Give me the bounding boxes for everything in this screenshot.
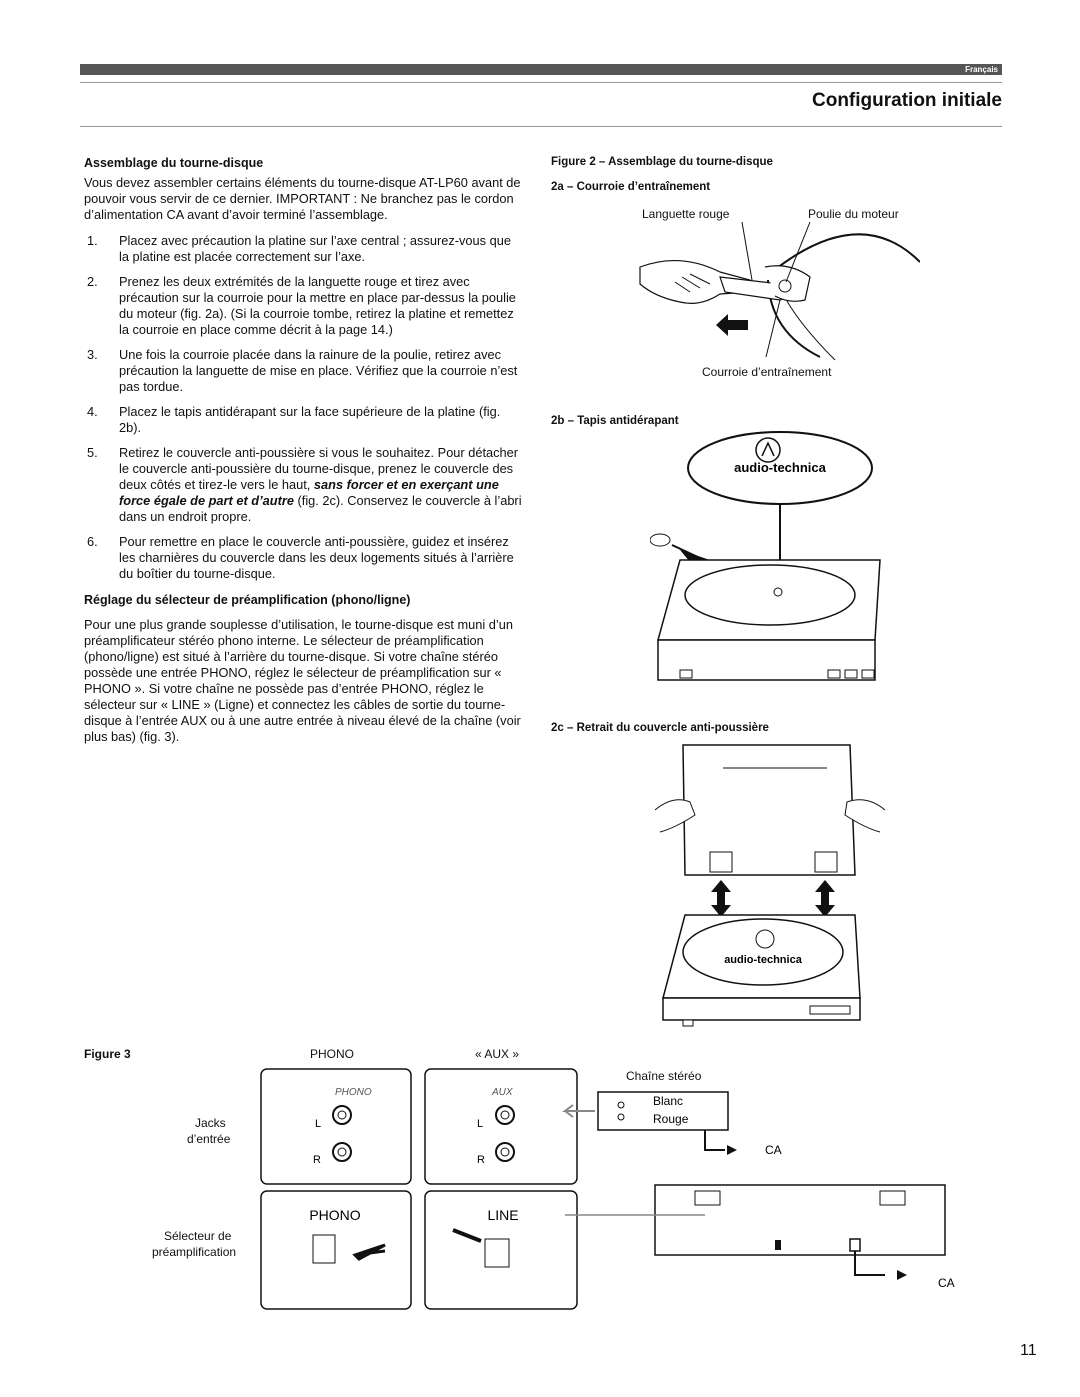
title-rule (80, 126, 1002, 127)
panel-phono-text: PHONO (335, 1087, 372, 1098)
list-item (84, 445, 522, 525)
switch-line-label: LINE (487, 1207, 519, 1223)
jack-right-letter: R (313, 1154, 321, 1166)
switch-phono-label: PHONO (309, 1207, 361, 1223)
step-number: 4. (87, 404, 98, 419)
jacks-label: Jacks (195, 1116, 226, 1130)
list-item (84, 347, 522, 395)
language-label: Français (965, 65, 998, 74)
list-item (84, 274, 522, 338)
dust-cover-illustration (655, 740, 885, 1030)
label-drive-belt: Courroie d’entraînement (702, 365, 832, 379)
section-heading-assembly: Assemblage du tourne-disque (84, 156, 264, 170)
step-text: (fig. 2c). Conservez le couvercle à l’abri dans un endroit propre. (119, 493, 522, 524)
entree-label: d’entrée (187, 1132, 231, 1146)
selector-label-1: Sélecteur de (164, 1229, 232, 1243)
jack-left-letter: L (315, 1118, 322, 1130)
panel-aux-text: AUX (492, 1087, 513, 1098)
step-number: 3. (87, 347, 98, 362)
brand-text-mat: audio-technica (734, 460, 826, 475)
list-item (84, 534, 522, 582)
figure3-title: Figure 3 (84, 1047, 131, 1061)
step-number: 6. (87, 534, 98, 549)
intro-paragraph: Vous devez assembler certains éléments du tourne-disque AT-LP60 avant de pouvoir vous servir de ce dernier. IMPORTANT : Ne branchez pas le cordon d’alimentation CA avant d’avoir terminé l’assemblage. (84, 175, 521, 222)
step-text: Retirez le couvercle anti-poussière si vous le souhaitez. Pour détacher le couvercle anti-poussière du tourne-disque, prenez le couvercle des deux côtés et tirez-le vers le haut, (119, 445, 519, 492)
stereo-chain-label: Chaîne stéréo (626, 1069, 702, 1083)
aux-label: « AUX » (475, 1047, 520, 1061)
header-rule (80, 82, 1002, 83)
white-label: Blanc (653, 1094, 684, 1108)
step-text: Une fois la courroie placée dans la rainure de la poulie, retirez avec précaution la languette de mise en place. Vérifiez que la courroie n’est pas tordue. (119, 347, 518, 394)
step-number: 1. (87, 233, 98, 248)
list-item (84, 404, 522, 436)
list-item (84, 233, 522, 265)
step-emphasis: sans forcer et en exerçant une force égale de part et d’autre (119, 477, 499, 508)
figure2-title: Figure 2 – Assemblage du tourne-disque (551, 156, 773, 168)
jack-right-letter: R (477, 1154, 485, 1166)
figure2b-caption: 2b – Tapis antidérapant (551, 415, 679, 427)
step-text: Placez avec précaution la platine sur l’axe central ; assurez-vous que la platine est placée correctement sur l’axe. (119, 233, 511, 264)
page-title: Configuration initiale (812, 90, 1002, 111)
step-number: 5. (87, 445, 98, 460)
step-text: Pour remettre en place le couvercle anti-poussière, guidez et insérez les charnières du couvercle dans les deux logements situés à l’arrière du boîtier du tourne-disque. (119, 534, 514, 581)
selector-label-2: préamplification (152, 1245, 237, 1259)
ca-label-2: CA (938, 1276, 955, 1290)
step-text: Prenez les deux extrémités de la languette rouge et tirez avec précaution sur la courroie pour la mettre en place par-dessus la poulie du moteur (fig. 2a). (Si la courroie tombe, retirez la platine et remettez la courroie en place comme décrit à la page 14.) (119, 274, 516, 337)
jack-left-letter: L (477, 1118, 484, 1130)
ca-label-1: CA (765, 1143, 782, 1157)
step-number: 2. (87, 274, 98, 289)
page-number: 11 (1020, 1342, 1037, 1359)
label-motor-pulley: Poulie du moteur (808, 207, 899, 221)
figure3-illustration (255, 1065, 965, 1315)
section-heading-preamp: Réglage du sélecteur de préamplification (phono/ligne) (84, 593, 411, 607)
figure2a-caption: 2a – Courroie d’entraînement (551, 181, 711, 193)
brand-text-cover: audio-technica (724, 954, 802, 966)
label-red-tab: Languette rouge (642, 207, 730, 221)
red-label: Rouge (653, 1112, 689, 1126)
left-column (84, 155, 522, 745)
figure2c-caption: 2c – Retrait du couvercle anti-poussière (551, 722, 769, 734)
turntable-mat-illustration (650, 430, 890, 690)
belt-illustration (620, 222, 920, 362)
preamp-paragraph: Pour une plus grande souplesse d’utilisation, le tourne-disque est muni d’un préamplificateur stéréo phono interne. Le sélecteur de préamplification (phono/ligne) est situé à l’arrière du tourne-disque. Si votre chaîne stéréo possède une entrée PHONO, réglez le sélecteur de préamplification sur « PHONO ». Si votre chaîne ne possède pas d’entrée PHONO, réglez le sélecteur sur « LINE » (Ligne) et connectez les câbles de sortie du tourne-disque à l’entrée AUX ou à une autre entrée à niveau élevé de la chaîne (voir plus bas) (fig. 3). (84, 617, 521, 744)
phono-label: PHONO (310, 1047, 355, 1061)
step-text: Placez le tapis antidérapant sur la face supérieure de la platine (fig. 2b). (119, 404, 501, 435)
header-bar (80, 64, 1002, 75)
